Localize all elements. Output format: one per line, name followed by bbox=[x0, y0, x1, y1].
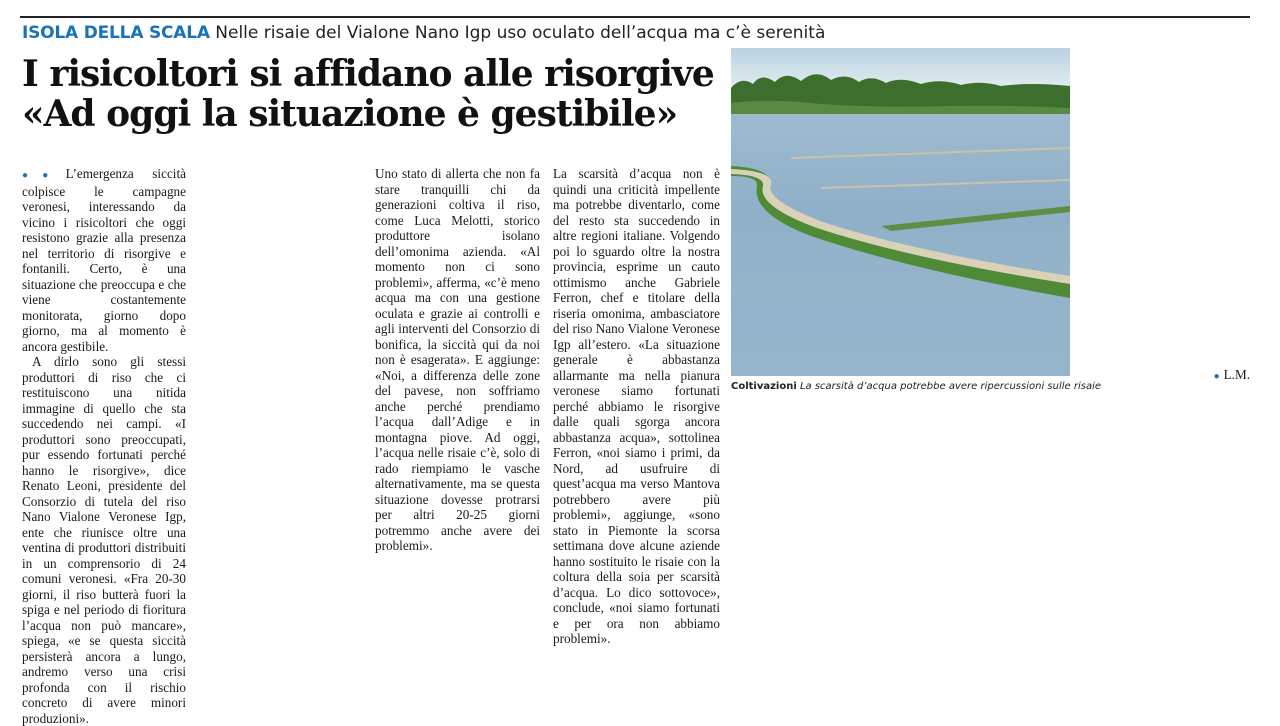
kicker-place: ISOLA DELLA SCALA bbox=[22, 23, 210, 43]
headline bbox=[22, 54, 722, 134]
kicker bbox=[22, 23, 825, 43]
article-column-3 bbox=[375, 166, 540, 553]
rice-paddy-photo bbox=[731, 48, 1070, 376]
caption-lead: Coltivazioni bbox=[731, 381, 797, 392]
kicker-subtitle: Nelle risaie del Vialone Nano Igp uso oculato dell’acqua ma c’è serenità bbox=[215, 23, 826, 43]
water-reflection bbox=[731, 298, 1070, 376]
article-column-5 bbox=[1084, 45, 1250, 385]
paragraph-1-text: L’emergenza siccità colpisce le campagne veronesi, interessando da vicino i risicoltori che oggi resistono grazie alla presenza nel territorio di risorgive e fontanili. Certo, è una situazione che preoccupa e che viene costantemente monitorata, giorno dopo giorno, ma al momento è ancora gestibile. bbox=[22, 166, 186, 354]
bullet-icon: ●● bbox=[22, 170, 63, 181]
caption-text: La scarsità d’acqua potrebbe avere ripercussioni sulle risaie bbox=[799, 381, 1102, 392]
article-column-1 bbox=[22, 166, 186, 726]
top-rule bbox=[20, 16, 1250, 18]
headline-line-2: «Ad oggi la situazione è gestibile» bbox=[22, 93, 678, 135]
paragraph-4: La scarsità d’acqua non è quindi una criticità impellente ma potrebbe diventarlo, come del resto sta succedendo in altre regioni italiane. Volgendo poi lo sguardo oltre la nostra provincia, esprime un cauto ottimismo anche Gabriele Ferron, chef e titolare della riseria omonima, ambasciatore del riso Nano Vialone Veronese Igp all’estero. «La situazione generale è abbastanza allarmante ma nella pianura veronese siamo fortunati perché abbiamo le risorgive dalle quali sgorga ancora abbastanza acqua», sottolinea Ferron, «noi siamo i primi, da Nord, ad usufruire di quest’acqua ma verso Mantova potrebbero avere più problemi», aggiunge, «sono stato in Piemonte la scorsa settimana dove alcune aziende hanno sostituito le risaie con la coltura della soia per scarsità d’acqua. Lo dico sottovoce», conclude, «noi siamo fortunati e per ora non abbiamo problemi». bbox=[553, 166, 720, 646]
paragraph-1 bbox=[22, 166, 186, 354]
paragraph-3: Uno stato di allerta che non fa stare tranquilli chi da generazioni coltiva il riso, come Luca Melotti, storico produttore isolano dell’omonima azienda. «Al momento non ci sono problemi», afferma, «c’è meno acqua ma con una gestione oculata e grazie ai controlli e agli interventi del Consorzio di bonifica, la siccità qui da noi non è esagerata». E aggiunge: «Noi, a differenza delle zone del pavese, non soffriamo anche perché prendiamo l’acqua dall’Adige e in montagna piove. Ad oggi, l’acqua nelle risaie c’è, solo di rado riempiamo le vasche alternativamente, ma se questa situazione dovesse protrarsi per altri 20-25 giorni potremmo anche avere dei problemi». bbox=[375, 166, 540, 553]
headline-line-1: I risicoltori si affidano alle risorgive bbox=[22, 53, 714, 95]
photo-caption bbox=[731, 381, 1102, 392]
end-mark-icon: ● bbox=[1213, 371, 1220, 382]
signature: L.M. bbox=[1223, 367, 1250, 382]
paragraph-2: A dirlo sono gli stessi produttori di riso che ci restituiscono una nitida immagine di quello che sta succedendo nei campi. «I produttori sono preoccupati, pur essendo fortunati perché hanno le risorgive», dice Renato Leoni, presidente del Consorzio di tutela del riso Nano Vialone Veronese Igp, ente che riunisce oltre una ventina di produttori distribuiti in un comprensorio di 24 comuni veronesi. «Fra 20-30 giorni, il riso butterà fuori la spiga e nel periodo di fioritura l’acqua non può mancare», spiega, «e se questa siccità persisterà ancora a lungo, andremo verso una crisi profonda con il rischio concreto di avere minori produzioni». bbox=[22, 354, 186, 726]
signature-line bbox=[1084, 367, 1250, 385]
article-column-4 bbox=[553, 166, 720, 646]
